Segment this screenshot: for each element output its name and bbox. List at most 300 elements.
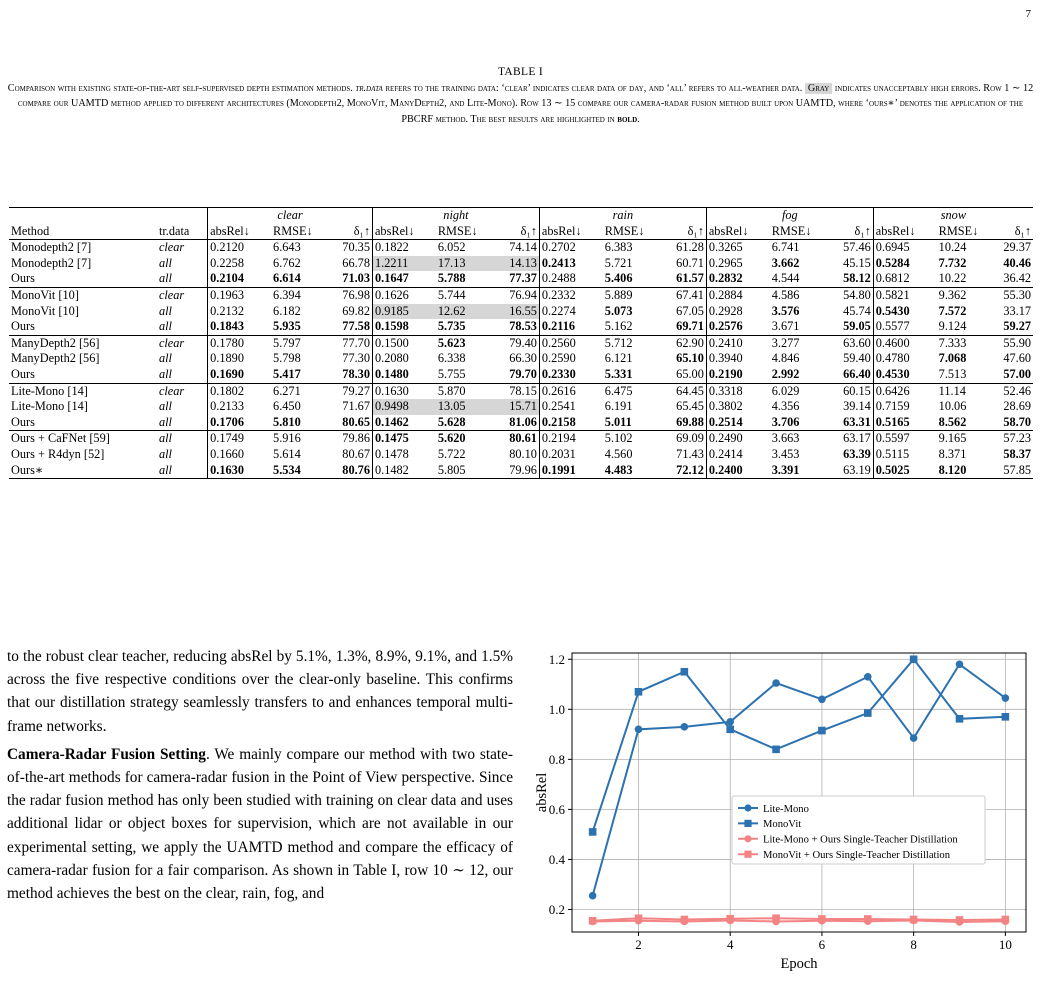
value-cell-fog-rmse: 4.356 (771, 399, 800, 414)
data-point (635, 914, 643, 922)
value-cell-snow-delta1: 40.46 (1003, 255, 1031, 270)
method-cell: Ours (11, 414, 35, 429)
value-cell-clear-absrel: 0.1706 (208, 415, 271, 431)
value-cell-clear-delta1: 70.35 (342, 240, 370, 255)
method-cell: Monodepth2 [7] (11, 255, 92, 270)
method-cell: Lite-Mono [14] (11, 399, 88, 414)
x-tick-label: 10 (998, 937, 1012, 952)
metric-header-clear-rmse: RMSE↓ (271, 224, 321, 240)
data-point (681, 916, 689, 924)
metric-header-snow-rmse: RMSE↓ (937, 224, 988, 240)
value-cell-clear-rmse: 6.182 (273, 303, 301, 318)
trdata-cell: all (158, 399, 172, 414)
value-cell-snow-absrel: 0.4530 (873, 367, 936, 383)
value-cell-rain-absrel: 0.2590 (539, 351, 602, 367)
trdata-cell: all (157, 431, 208, 447)
value-cell-fog-rmse: 3.663 (770, 431, 821, 447)
legend-marker (744, 804, 751, 811)
value-cell-night-delta1: 77.37 (509, 271, 537, 286)
paragraph-2-text: . We mainly compare our method with two state-of-the-art methods for camera-radar fusion in the Point of View perspective. Since the radar fusion method has only been studied with training on clear data and uses additional lidar or object boxes for supervision, which are not available in our experimental setting, we apply the UAMTD method and compare the efficacy of camera-radar fusion for a fair comparison. As shown in Table I, row 10 ∼ 12, our method achieves the best on the clear, rain, fog, and (7, 745, 514, 903)
value-cell-snow-delta1: 33.17 (1003, 303, 1031, 318)
trdata-cell: all (158, 255, 172, 270)
value-cell-night-absrel: 0.1462 (372, 415, 435, 431)
value-cell-fog-absrel: 0.3940 (706, 351, 769, 367)
value-cell-clear-absrel: 0.1843 (208, 319, 271, 335)
value-cell-fog-rmse: 4.846 (771, 351, 800, 366)
value-cell-clear-absrel: 0.2258 (208, 256, 271, 272)
value-cell-rain-delta1: 62.90 (654, 335, 707, 351)
legend-marker (744, 835, 751, 842)
value-cell-snow-rmse: 9.165 (937, 431, 988, 447)
value-cell-fog-rmse: 3.671 (771, 319, 800, 334)
value-cell-clear-rmse: 6.394 (271, 287, 321, 303)
value-cell-fog-rmse: 3.576 (771, 303, 800, 318)
value-cell-rain-absrel: 0.2194 (539, 431, 602, 447)
method-cell: Ours + CaFNet [59] (9, 431, 157, 447)
value-cell-clear-rmse: 5.935 (273, 319, 301, 334)
value-cell-fog-absrel: 0.2400 (706, 463, 769, 479)
method-cell: ManyDepth2 [56] (9, 335, 157, 351)
value-cell-snow-absrel: 0.5115 (873, 447, 936, 463)
y-tick-label: 0.2 (548, 901, 565, 917)
value-cell-clear-absrel: 0.1780 (208, 335, 271, 351)
y-tick-label: 0.8 (548, 751, 565, 767)
condition-header-snow: snow (873, 208, 1033, 224)
value-cell-clear-rmse: 5.614 (273, 446, 301, 461)
body-text (7, 645, 513, 905)
value-cell-fog-delta1: 60.15 (820, 383, 873, 399)
method-cell: Ours∗ (9, 463, 157, 479)
trdata-cell: clear (157, 383, 208, 399)
value-cell-snow-rmse: 9.362 (937, 287, 988, 303)
value-cell-fog-rmse: 3.453 (771, 446, 800, 461)
data-point (956, 916, 964, 924)
trdata-cell: all (157, 463, 208, 479)
value-cell-snow-rmse: 8.562 (938, 414, 967, 429)
value-cell-clear-absrel: 0.2120 (208, 240, 271, 256)
metric-header-clear-absrel: absRel↓ (208, 224, 271, 240)
value-cell-night-rmse: 5.805 (436, 463, 487, 479)
value-cell-fog-absrel: 0.2928 (706, 304, 769, 320)
results-table (9, 207, 1033, 479)
value-cell-night-rmse: 5.755 (437, 366, 466, 381)
table-row (9, 319, 1033, 335)
value-cell-snow-rmse: 11.14 (937, 383, 988, 399)
value-cell-fog-absrel: 0.3265 (706, 240, 769, 256)
value-cell-fog-delta1: 39.14 (843, 399, 871, 414)
value-cell-night-rmse: 5.735 (437, 319, 466, 334)
header-conditions-row (9, 208, 1033, 224)
value-cell-clear-delta1: 78.30 (342, 366, 370, 381)
value-cell-fog-rmse: 3.391 (770, 463, 821, 479)
value-cell-night-rmse: 5.628 (437, 414, 466, 429)
value-cell-night-absrel: 0.1647 (372, 271, 435, 287)
value-cell-night-rmse: 12.62 (436, 304, 487, 320)
value-cell-clear-rmse: 5.534 (271, 463, 321, 479)
value-cell-rain-absrel: 0.2031 (539, 447, 602, 463)
value-cell-rain-delta1: 69.71 (676, 319, 704, 334)
table-row (9, 415, 1033, 431)
legend-label: MonoVit (763, 819, 802, 831)
value-cell-rain-delta1: 67.41 (654, 287, 707, 303)
metric-header-clear-delta1: δ₁↑ (321, 224, 373, 240)
value-cell-rain-rmse: 6.121 (604, 351, 633, 366)
value-cell-clear-delta1: 79.86 (321, 431, 373, 447)
value-cell-night-absrel: 0.1598 (372, 319, 435, 335)
legend-marker (744, 820, 751, 827)
value-cell-rain-rmse: 4.483 (603, 463, 654, 479)
value-cell-night-delta1: 16.55 (487, 304, 540, 320)
table-row (9, 256, 1033, 272)
x-tick-label: 4 (726, 937, 734, 952)
x-tick-label: 8 (910, 937, 917, 952)
method-cell: Ours + R4dyn [52] (11, 446, 105, 461)
trdata-cell: all (158, 446, 172, 461)
value-cell-fog-delta1: 63.60 (820, 335, 873, 351)
value-cell-clear-delta1: 79.27 (321, 383, 373, 399)
legend-marker (744, 851, 751, 858)
value-cell-clear-absrel: 0.1890 (208, 351, 271, 367)
method-cell: Lite-Mono [14] (9, 383, 157, 399)
legend-label: Lite-Mono (763, 803, 809, 815)
table-row (9, 335, 1033, 351)
value-cell-rain-delta1: 65.10 (676, 351, 704, 366)
data-point (864, 673, 872, 681)
trdata-cell: all (158, 303, 172, 318)
value-cell-clear-rmse: 6.643 (273, 240, 301, 255)
value-cell-snow-absrel: 0.5597 (873, 431, 936, 447)
value-cell-fog-rmse: 6.741 (771, 240, 800, 255)
value-cell-clear-absrel: 0.1630 (208, 463, 271, 479)
value-cell-night-delta1: 74.14 (509, 240, 537, 255)
value-cell-snow-rmse: 8.371 (938, 446, 967, 461)
value-cell-fog-absrel: 0.2514 (706, 415, 769, 431)
value-cell-snow-rmse: 7.732 (938, 255, 967, 270)
value-cell-clear-rmse: 5.916 (271, 431, 321, 447)
value-cell-fog-absrel: 0.3318 (706, 383, 769, 399)
value-cell-snow-delta1: 57.85 (987, 463, 1033, 479)
value-cell-night-rmse: 5.870 (436, 383, 487, 399)
value-cell-clear-delta1: 76.98 (321, 287, 373, 303)
value-cell-night-rmse: 17.13 (436, 256, 487, 272)
y-axis-label: absRel (534, 772, 550, 813)
value-cell-night-absrel: 0.9498 (372, 399, 435, 415)
value-cell-snow-rmse: 8.120 (937, 463, 988, 479)
value-cell-fog-absrel: 0.2965 (706, 256, 769, 272)
value-cell-clear-rmse: 5.798 (273, 351, 301, 366)
value-cell-clear-delta1: 77.30 (342, 351, 370, 366)
value-cell-rain-rmse: 5.011 (604, 414, 632, 429)
value-cell-night-delta1: 81.06 (509, 414, 537, 429)
value-cell-snow-absrel: 0.7159 (873, 399, 936, 415)
value-cell-snow-absrel: 0.5821 (873, 287, 936, 303)
value-cell-snow-delta1: 47.60 (1003, 351, 1031, 366)
value-cell-clear-rmse: 5.417 (273, 366, 301, 381)
metric-header-night-delta1: δ₁↑ (487, 224, 540, 240)
value-cell-night-absrel: 0.1478 (372, 447, 435, 463)
value-cell-fog-delta1: 59.40 (843, 351, 871, 366)
data-point (635, 726, 643, 734)
value-cell-night-delta1: 78.15 (487, 383, 540, 399)
table-row (9, 271, 1033, 287)
value-cell-rain-delta1: 69.09 (654, 431, 707, 447)
caption-part: . (637, 113, 640, 125)
value-cell-fog-delta1: 58.12 (843, 271, 871, 286)
value-cell-snow-absrel: 0.5577 (873, 319, 936, 335)
value-cell-night-delta1: 80.10 (509, 446, 537, 461)
method-cell: ManyDepth2 [56] (11, 351, 100, 366)
value-cell-night-rmse: 5.620 (436, 431, 487, 447)
value-cell-night-delta1: 66.30 (509, 351, 537, 366)
data-point (818, 695, 826, 703)
value-cell-snow-delta1: 58.70 (1003, 414, 1031, 429)
value-cell-clear-rmse: 6.614 (273, 271, 301, 286)
data-point (910, 916, 918, 924)
trdata-cell: clear (157, 287, 208, 303)
value-cell-fog-absrel: 0.3802 (706, 399, 769, 415)
value-cell-rain-absrel: 0.2413 (539, 256, 602, 272)
value-cell-night-delta1: 76.94 (487, 287, 540, 303)
value-cell-snow-rmse: 9.124 (938, 319, 967, 334)
table-row (9, 304, 1033, 320)
data-point (818, 915, 826, 923)
data-point (726, 726, 734, 734)
legend-label: Lite-Mono + Ours Single-Teacher Distillation (763, 834, 958, 846)
value-cell-snow-rmse: 10.06 (938, 399, 967, 414)
value-cell-night-delta1: 80.61 (487, 431, 540, 447)
data-point (681, 668, 689, 676)
value-cell-snow-absrel: 0.4600 (873, 335, 936, 351)
data-point (772, 914, 780, 922)
value-cell-rain-absrel: 0.2488 (539, 271, 602, 287)
trdata-cell: all (158, 271, 172, 286)
trdata-cell: all (158, 414, 172, 429)
absrel-epoch-chart (520, 645, 1041, 978)
value-cell-rain-delta1: 72.12 (654, 463, 707, 479)
value-cell-night-rmse: 6.338 (437, 351, 466, 366)
value-cell-night-absrel: 0.1500 (372, 335, 435, 351)
method-cell: Ours (11, 271, 35, 286)
value-cell-snow-absrel: 0.6426 (873, 383, 936, 399)
caption-part: bold (617, 113, 638, 125)
value-cell-rain-absrel: 0.2116 (539, 319, 602, 335)
value-cell-clear-absrel: 0.1660 (208, 447, 271, 463)
value-cell-snow-delta1: 36.42 (1003, 271, 1031, 286)
y-tick-label: 0.4 (548, 851, 565, 867)
condition-header-clear: clear (208, 208, 373, 224)
value-cell-night-absrel: 0.1480 (372, 367, 435, 383)
trdata-cell: clear (157, 335, 208, 351)
value-cell-fog-delta1: 45.74 (843, 303, 871, 318)
table-title: TABLE I (498, 66, 543, 78)
table-caption (6, 81, 1035, 127)
value-cell-snow-delta1: 58.37 (1003, 446, 1031, 461)
value-cell-snow-rmse: 7.068 (938, 351, 967, 366)
metric-header-rain-rmse: RMSE↓ (603, 224, 654, 240)
value-cell-fog-delta1: 45.15 (843, 255, 871, 270)
value-cell-rain-absrel: 0.2702 (539, 240, 602, 256)
table-row (9, 447, 1033, 463)
trdata-column-header: tr.data (157, 224, 208, 240)
value-cell-clear-rmse: 5.797 (271, 335, 321, 351)
legend-label: MonoVit + Ours Single-Teacher Distillation (763, 850, 951, 861)
table-row (9, 240, 1033, 256)
table-row (9, 463, 1033, 479)
value-cell-fog-rmse: 6.029 (770, 383, 821, 399)
metric-header-snow-absrel: absRel↓ (873, 224, 936, 240)
value-cell-rain-absrel: 0.1991 (539, 463, 602, 479)
value-cell-rain-delta1: 67.05 (676, 303, 704, 318)
value-cell-fog-rmse: 3.277 (770, 335, 821, 351)
value-cell-rain-rmse: 4.560 (604, 446, 633, 461)
data-point (772, 746, 780, 754)
paragraph-1: to the robust clear teacher, reducing absRel by 5.1%, 1.3%, 8.9%, 9.1%, and 1.5% across the five respective conditions over the clear-only baseline. This confirms that our distillation strategy seamlessly transfers to and enhances temporal multi-frame networks. (7, 648, 513, 735)
value-cell-fog-delta1: 57.46 (843, 240, 871, 255)
value-cell-clear-delta1: 77.70 (321, 335, 373, 351)
value-cell-rain-delta1: 61.57 (676, 271, 704, 286)
value-cell-clear-delta1: 80.65 (342, 414, 370, 429)
method-cell: MonoVit [10] (11, 303, 79, 318)
paragraph-2-heading: Camera-Radar Fusion Setting (7, 745, 206, 763)
condition-header-night: night (372, 208, 539, 224)
value-cell-night-rmse: 5.788 (437, 271, 466, 286)
value-cell-rain-absrel: 0.2332 (539, 287, 602, 303)
caption-part: indicates unacceptably high errors. Row 1 ∼ 12 compare our UAMTD method applied to different architectures (Monodepth2, MonoVit, ManyDepth2, and Lite-Mono). Row 13 ∼ 15 compare our camera-radar fusion method built upon UAMTD, where ‘ours∗’ denotes the application of the PBCRF method. The best results are highlighted in (17, 83, 1034, 125)
method-column-header: Method (9, 224, 157, 240)
value-cell-clear-delta1: 71.03 (342, 271, 370, 286)
data-point (726, 915, 734, 923)
metric-header-night-rmse: RMSE↓ (436, 224, 487, 240)
value-cell-rain-delta1: 64.45 (654, 383, 707, 399)
data-point (635, 688, 643, 696)
metric-header-rain-absrel: absRel↓ (539, 224, 602, 240)
value-cell-snow-delta1: 59.27 (1003, 319, 1031, 334)
y-tick-label: 1.0 (548, 701, 565, 717)
value-cell-fog-delta1: 66.40 (843, 366, 871, 381)
value-cell-rain-delta1: 65.00 (676, 366, 704, 381)
value-cell-clear-rmse: 6.762 (273, 255, 301, 270)
value-cell-fog-rmse: 3.706 (771, 414, 800, 429)
value-cell-rain-absrel: 0.2560 (539, 335, 602, 351)
value-cell-rain-delta1: 61.28 (676, 240, 704, 255)
value-cell-snow-rmse: 7.513 (938, 366, 967, 381)
value-cell-rain-delta1: 71.43 (676, 446, 704, 461)
value-cell-night-absrel: 0.1626 (372, 287, 435, 303)
value-cell-rain-rmse: 5.331 (604, 366, 633, 381)
value-cell-night-delta1: 78.53 (509, 319, 537, 334)
trdata-cell: all (158, 319, 172, 334)
value-cell-snow-absrel: 0.4780 (873, 351, 936, 367)
value-cell-clear-rmse: 6.271 (271, 383, 321, 399)
x-axis-label: Epoch (780, 956, 818, 972)
data-point (910, 655, 918, 663)
value-cell-snow-rmse: 10.22 (938, 271, 967, 286)
data-point (1002, 694, 1010, 702)
value-cell-fog-delta1: 63.39 (843, 446, 871, 461)
value-cell-rain-absrel: 0.2274 (539, 304, 602, 320)
value-cell-snow-rmse: 7.333 (937, 335, 988, 351)
value-cell-clear-delta1: 80.76 (321, 463, 373, 479)
value-cell-snow-absrel: 0.6945 (873, 240, 936, 256)
value-cell-night-absrel: 1.2211 (372, 256, 435, 272)
value-cell-snow-absrel: 0.5025 (873, 463, 936, 479)
y-tick-label: 1.2 (548, 651, 565, 667)
value-cell-snow-rmse: 10.24 (938, 240, 967, 255)
value-cell-fog-delta1: 63.31 (843, 414, 871, 429)
value-cell-night-absrel: 0.9185 (372, 304, 435, 320)
value-cell-snow-delta1: 57.23 (987, 431, 1033, 447)
value-cell-snow-absrel: 0.5284 (873, 256, 936, 272)
y-tick-label: 0.6 (548, 801, 565, 817)
value-cell-rain-rmse: 5.162 (604, 319, 633, 334)
value-cell-rain-rmse: 5.406 (604, 271, 633, 286)
data-point (910, 734, 918, 742)
value-cell-clear-absrel: 0.1749 (208, 431, 271, 447)
condition-header-fog: fog (706, 208, 873, 224)
trdata-cell: clear (158, 240, 185, 255)
value-cell-fog-absrel: 0.2884 (706, 287, 769, 303)
data-point (956, 715, 964, 723)
value-cell-clear-delta1: 66.78 (342, 255, 370, 270)
metric-header-snow-delta1: δ₁↑ (987, 224, 1033, 240)
value-cell-night-delta1: 79.40 (487, 335, 540, 351)
value-cell-night-absrel: 0.2080 (372, 351, 435, 367)
value-cell-clear-delta1: 71.67 (342, 399, 370, 414)
value-cell-clear-absrel: 0.1963 (208, 287, 271, 303)
table-row (9, 399, 1033, 415)
value-cell-fog-absrel: 0.2414 (706, 447, 769, 463)
x-tick-label: 2 (635, 937, 642, 952)
metric-header-rain-delta1: δ₁↑ (654, 224, 707, 240)
value-cell-snow-delta1: 29.37 (1003, 240, 1031, 255)
data-point (772, 679, 780, 687)
method-cell: Ours (11, 366, 35, 381)
value-cell-clear-delta1: 69.82 (342, 303, 370, 318)
caption-part: refers to the training data: ‘clear’ indicates clear data of day, and ‘all’ refers to all-weather data. (382, 83, 805, 94)
data-point (1002, 916, 1010, 924)
value-cell-night-rmse: 5.744 (436, 287, 487, 303)
value-cell-rain-rmse: 6.383 (604, 240, 633, 255)
value-cell-night-absrel: 0.1482 (372, 463, 435, 479)
table-row (9, 431, 1033, 447)
value-cell-clear-absrel: 0.1802 (208, 383, 271, 399)
value-cell-rain-rmse: 6.191 (604, 399, 633, 414)
value-cell-snow-delta1: 55.90 (987, 335, 1033, 351)
value-cell-snow-absrel: 0.5430 (873, 304, 936, 320)
value-cell-snow-delta1: 28.69 (1003, 399, 1031, 414)
value-cell-night-rmse: 5.722 (437, 446, 466, 461)
value-cell-rain-rmse: 5.102 (603, 431, 654, 447)
data-point (864, 915, 872, 923)
value-cell-fog-absrel: 0.2490 (706, 431, 769, 447)
value-cell-rain-delta1: 69.88 (676, 414, 704, 429)
data-point (818, 727, 826, 735)
value-cell-night-absrel: 0.1822 (372, 240, 435, 256)
value-cell-rain-rmse: 6.475 (603, 383, 654, 399)
value-cell-snow-delta1: 57.00 (1003, 366, 1031, 381)
value-cell-rain-absrel: 0.2541 (539, 399, 602, 415)
value-cell-clear-delta1: 80.67 (342, 446, 370, 461)
data-point (864, 709, 872, 717)
value-cell-fog-absrel: 0.2576 (706, 319, 769, 335)
table-row (9, 351, 1033, 367)
value-cell-clear-rmse: 6.450 (273, 399, 301, 414)
value-cell-fog-absrel: 0.2832 (706, 271, 769, 287)
value-cell-clear-absrel: 0.2132 (208, 304, 271, 320)
trdata-cell: all (158, 351, 172, 366)
method-cell: MonoVit [10] (9, 287, 157, 303)
value-cell-clear-absrel: 0.1690 (208, 367, 271, 383)
